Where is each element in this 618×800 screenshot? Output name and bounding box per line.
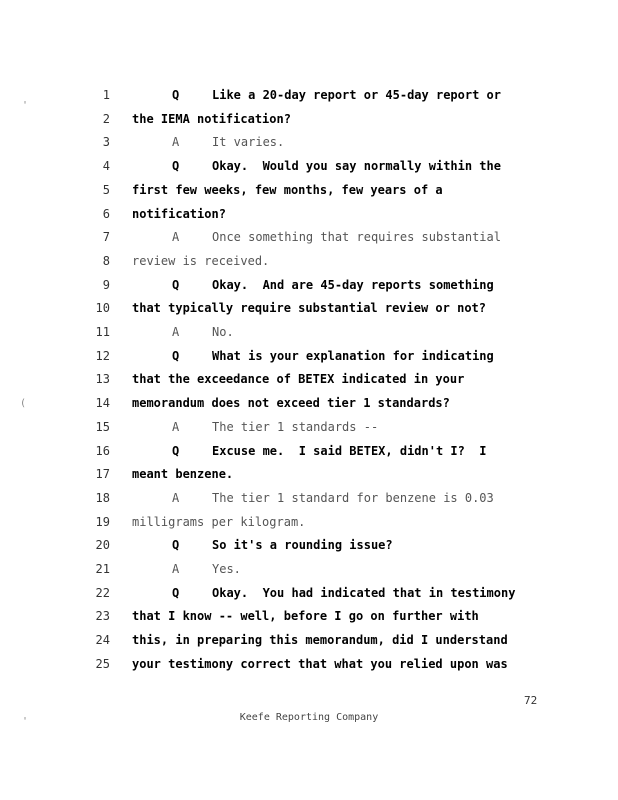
transcript-line (0, 203, 618, 225)
line-text: the IEMA notification? (132, 111, 291, 126)
line-number: 4 (102, 159, 110, 174)
speaker-label: Q (172, 348, 180, 363)
line-text: No. (212, 325, 234, 339)
transcript-line (0, 345, 618, 367)
line-number: 11 (95, 325, 110, 339)
transcript-line (0, 297, 618, 319)
speaker-label: A (172, 490, 180, 505)
line-number: 8 (102, 253, 110, 268)
footer-company: Keefe Reporting Company (239, 712, 379, 723)
transcript-line (0, 416, 618, 438)
transcript-line (0, 487, 618, 509)
line-text: Like a 20-day report or 45-day report or (212, 88, 501, 102)
transcript-line (0, 274, 618, 296)
line-number: 23 (95, 609, 110, 624)
speaker-label: A (172, 419, 180, 434)
line-text: that I know -- well, before I go on further with (132, 609, 479, 624)
line-text: milligrams per kilogram. (132, 514, 306, 529)
line-number: 16 (95, 443, 110, 458)
transcript-line (0, 226, 618, 248)
line-number: 25 (95, 656, 110, 671)
speaker-label: A (172, 135, 180, 150)
line-text: What is your explanation for indicating (212, 348, 494, 363)
transcript-line (0, 155, 618, 177)
line-text: Okay. You had indicated that in testimony (212, 585, 516, 600)
page-number: 72 (524, 694, 538, 707)
line-number: 1 (102, 88, 110, 102)
line-number: 3 (102, 135, 110, 150)
line-number: 2 (102, 111, 110, 126)
speaker-label: Q (172, 159, 180, 174)
line-number: 5 (102, 182, 110, 197)
speaker-label: Q (172, 88, 180, 102)
line-number: 6 (102, 206, 110, 221)
transcript-line (0, 108, 618, 130)
line-number: 18 (95, 490, 110, 505)
transcript-line (0, 534, 618, 556)
line-text: your testimony correct that what you relied upon was (132, 656, 508, 671)
line-number: 22 (95, 585, 110, 600)
speaker-label: A (172, 230, 180, 245)
line-number: 20 (95, 538, 110, 553)
speaker-label: Q (172, 585, 180, 600)
transcript-line (0, 629, 618, 651)
speaker-label: Q (172, 443, 180, 458)
transcript-line (0, 131, 618, 153)
line-text: It varies. (212, 135, 285, 150)
speaker-label: A (172, 325, 180, 339)
speaker-label: Q (172, 538, 180, 553)
transcript-line (0, 511, 618, 533)
line-text: that typically require substantial review or not? (132, 301, 487, 316)
line-text: notification? (132, 206, 226, 221)
transcript-line (0, 84, 618, 106)
margin-mark: ' (22, 100, 29, 111)
transcript-line (0, 582, 618, 604)
line-number: 19 (95, 514, 110, 529)
line-number: 12 (95, 348, 110, 363)
speaker-label: Q (172, 277, 180, 292)
line-number: 10 (95, 301, 110, 316)
line-text: So it's a rounding issue? (212, 538, 393, 553)
line-number: 21 (95, 562, 110, 576)
transcript-line (0, 605, 618, 627)
line-text: memorandum does not exceed tier 1 standards? (132, 396, 450, 411)
line-number: 7 (102, 230, 110, 245)
line-text: meant benzene. (132, 467, 234, 482)
line-text: Okay. Would you say normally within the (212, 159, 501, 174)
line-text: The tier 1 standard for benzene is 0.03 (212, 490, 494, 505)
transcript-line (0, 368, 618, 390)
margin-mark: ( (20, 398, 27, 409)
transcript-line (0, 321, 618, 343)
line-text: Okay. And are 45-day reports something (212, 277, 494, 292)
transcript-line (0, 179, 618, 201)
speaker-label: A (172, 562, 180, 576)
line-text: Excuse me. I said BETEX, didn't I? I (212, 443, 487, 458)
transcript-line (0, 440, 618, 462)
line-text: that the exceedance of BETEX indicated in your (132, 372, 465, 387)
line-number: 14 (95, 396, 110, 411)
line-number: 17 (95, 467, 110, 482)
line-text: The tier 1 standards -- (212, 419, 379, 434)
transcript-line (0, 558, 618, 580)
transcript-line (0, 653, 618, 675)
margin-mark: ' (22, 716, 29, 727)
line-number: 24 (95, 633, 110, 648)
line-text: review is received. (132, 253, 270, 268)
line-text: first few weeks, few months, few years of a (132, 182, 443, 197)
line-text: Once something that requires substantial (212, 230, 501, 245)
transcript-line (0, 392, 618, 414)
line-text: this, in preparing this memorandum, did I understand (132, 633, 508, 648)
transcript-line (0, 250, 618, 272)
line-number: 15 (95, 419, 110, 434)
line-text: Yes. (212, 562, 241, 576)
line-number: 13 (95, 372, 110, 387)
transcript-line (0, 463, 618, 485)
line-number: 9 (102, 277, 110, 292)
